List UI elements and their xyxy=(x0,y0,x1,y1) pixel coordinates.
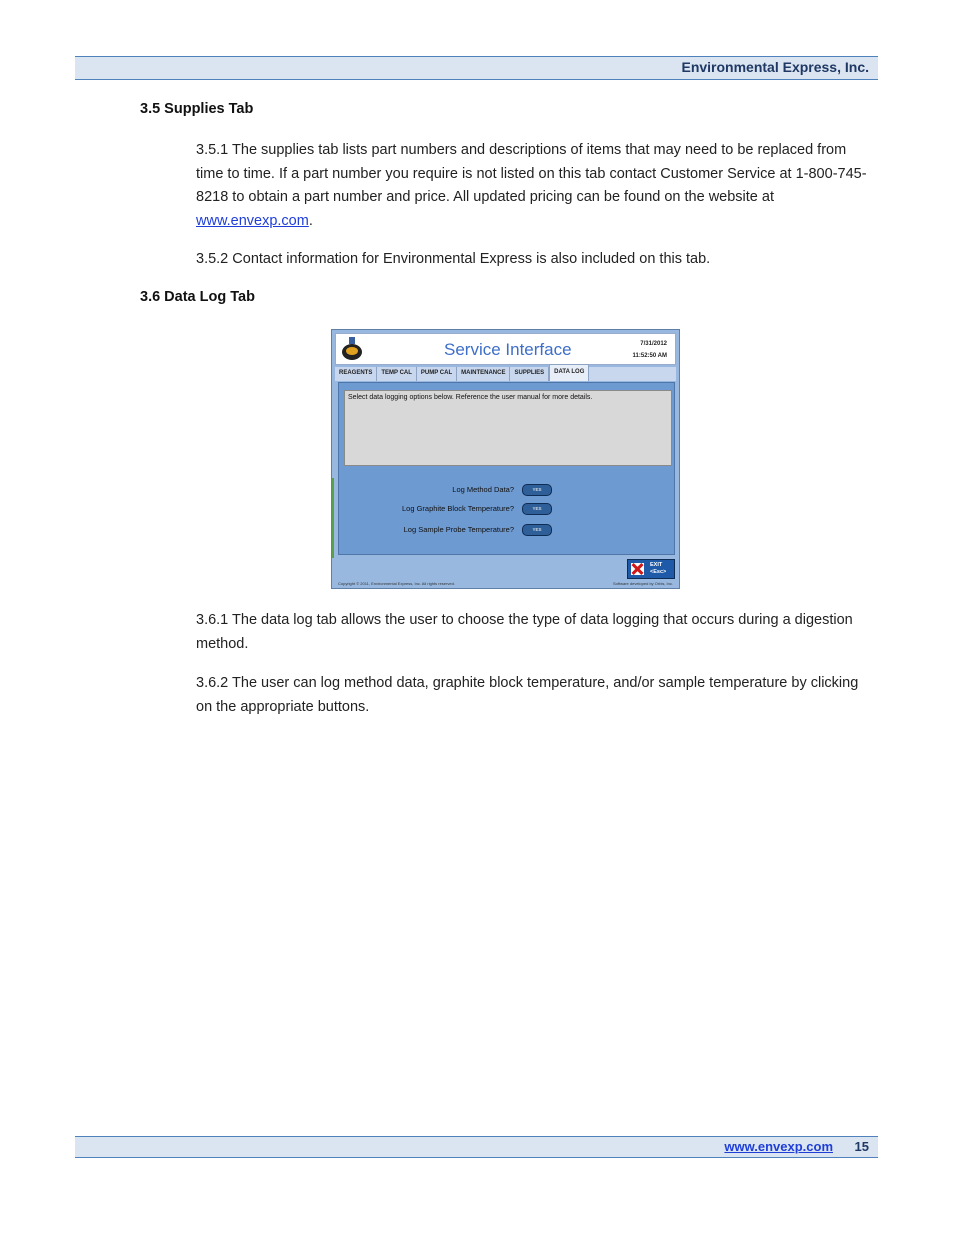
paragraph-3-5-1-end: . xyxy=(308,212,313,229)
tab-maintenance[interactable]: MAINTENANCE xyxy=(457,367,510,381)
paragraph-3-5-2: 3.5.2 Contact information for Environmental Express is also included on this tab. xyxy=(196,251,711,267)
tab-pump-cal[interactable]: PUMP CAL xyxy=(417,367,457,381)
figure-tab-bar xyxy=(335,367,676,381)
exit-text: EXIT xyxy=(650,562,663,568)
yes-button-method-data[interactable]: YES xyxy=(522,484,552,496)
header-company: Environmental Express, Inc. xyxy=(681,59,869,75)
flask-logo-icon xyxy=(341,337,363,361)
option-label-block-temp: Log Graphite Block Temperature? xyxy=(401,504,514,513)
paragraph-3-5-1 xyxy=(196,139,876,233)
paragraph-3-5-1-text: 3.5.1 The supplies tab lists part numbers and descriptions of items that may need to be replaced from time to time. If a part number you require is not listed on this tab contact Customer Service at 1-800-745-8218 to obtain a part number and price. All updated pricing can be found on the website at xyxy=(196,142,867,205)
figure-developer: Software developed by Orbis, Inc. xyxy=(612,581,673,586)
data-log-panel xyxy=(338,382,675,555)
figure-title-bar xyxy=(335,333,676,365)
tab-data-log[interactable]: DATA LOG xyxy=(549,364,589,381)
tab-temp-cal[interactable]: TEMP CAL xyxy=(377,367,417,381)
footer-website-link[interactable]: www.envexp.com xyxy=(724,1139,833,1154)
website-link[interactable]: www.envexp.com xyxy=(196,212,309,229)
message-text: Select data logging options below. Reference the user manual for more details. xyxy=(348,394,593,401)
option-label-probe-temp: Log Sample Probe Temperature? xyxy=(403,525,514,534)
paragraph-3-6-2: 3.6.2 The user can log method data, graphite block temperature, and/or sample temperature by clicking on the appropriate buttons. xyxy=(196,675,859,715)
yes-button-probe-temp[interactable]: YES xyxy=(522,524,552,536)
exit-label xyxy=(650,562,666,576)
tab-supplies[interactable]: SUPPLIES xyxy=(510,367,549,381)
figure-title: Service Interface xyxy=(444,340,572,359)
service-interface-screenshot xyxy=(331,329,680,589)
option-label-method-data: Log Method Data? xyxy=(452,485,514,494)
tab-reagents[interactable]: REAGENTS xyxy=(335,367,377,381)
figure-datetime xyxy=(633,338,667,362)
figure-time: 11:52:50 AM xyxy=(632,353,667,359)
close-icon xyxy=(631,563,644,575)
section-heading-supplies: 3.5 Supplies Tab xyxy=(140,101,254,117)
exit-button[interactable] xyxy=(627,559,675,579)
section-heading-data-log: 3.6 Data Log Tab xyxy=(140,289,255,305)
figure-date: 7/31/2012 xyxy=(640,341,667,347)
figure-edge-line xyxy=(332,478,334,558)
figure-copyright: Copyright © 2011, Environmental Express, Inc. All rights reserved. xyxy=(338,581,455,586)
message-box xyxy=(344,390,672,466)
paragraph-3-6-1: 3.6.1 The data log tab allows the user to choose the type of data logging that occurs during a digestion method. xyxy=(196,612,853,652)
page-header xyxy=(75,56,878,80)
yes-button-block-temp[interactable]: YES xyxy=(522,503,552,515)
page-footer xyxy=(75,1136,878,1158)
page-number: 15 xyxy=(854,1139,869,1154)
exit-key: <Esc> xyxy=(650,569,667,575)
